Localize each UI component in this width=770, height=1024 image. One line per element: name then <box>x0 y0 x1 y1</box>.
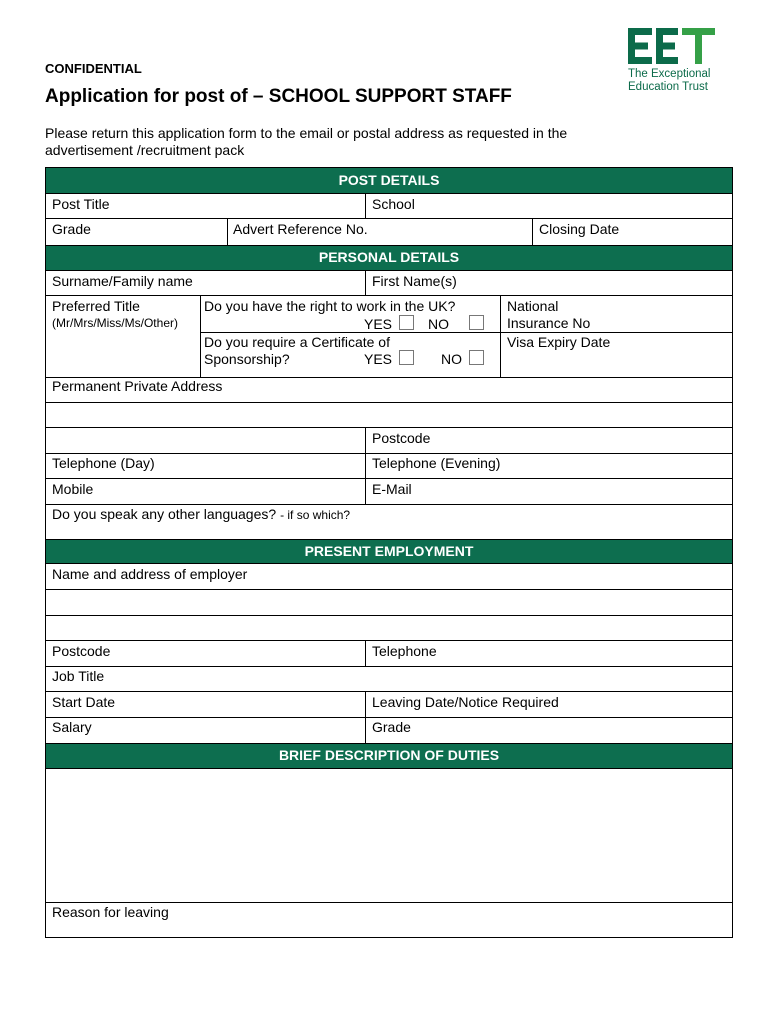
confidential-label: CONFIDENTIAL <box>45 61 142 76</box>
sponsorship-yes-checkbox[interactable] <box>399 350 414 365</box>
sponsorship-question-line1: Do you require a Certificate of <box>204 334 390 350</box>
right-to-work-yes-label: YES <box>364 316 393 332</box>
start-date-field[interactable]: Start Date <box>52 694 116 710</box>
advert-reference-field[interactable]: Advert Reference No. <box>233 221 368 237</box>
section-post-details: POST DETAILS <box>46 168 732 193</box>
eet-logo-mark <box>628 28 718 66</box>
page-title: Application for post of – SCHOOL SUPPORT STAFF <box>45 86 512 107</box>
reason-for-leaving-field[interactable]: Reason for leaving <box>52 904 169 920</box>
sponsorship-no-checkbox[interactable] <box>469 350 484 365</box>
employer-telephone-field[interactable]: Telephone <box>372 643 437 659</box>
ni-number-field[interactable]: Insurance No <box>507 315 591 331</box>
leaving-date-field[interactable]: Leaving Date/Notice Required <box>372 694 559 710</box>
closing-date-field[interactable]: Closing Date <box>539 221 620 237</box>
grade-field[interactable]: Grade <box>52 221 91 237</box>
section-duties: BRIEF DESCRIPTION OF DUTIES <box>46 743 732 768</box>
duties-textarea[interactable] <box>46 769 732 902</box>
section-personal-details: PERSONAL DETAILS <box>46 245 732 270</box>
school-field[interactable]: School <box>372 196 415 212</box>
mobile-field[interactable]: Mobile <box>52 481 94 497</box>
logo-text-line2: Education Trust <box>628 81 708 93</box>
section-present-employment: PRESENT EMPLOYMENT <box>46 539 732 563</box>
eet-logo <box>628 28 728 98</box>
postcode-field[interactable]: Postcode <box>372 430 431 446</box>
logo-text-line1: The Exceptional <box>628 68 711 80</box>
post-title-field[interactable]: Post Title <box>52 196 110 212</box>
ni-label-line1: National <box>507 298 559 314</box>
right-to-work-no-checkbox[interactable] <box>469 315 484 330</box>
employer-postcode-field[interactable]: Postcode <box>52 643 111 659</box>
application-form <box>45 167 733 938</box>
employer-field[interactable]: Name and address of employer <box>52 566 248 582</box>
job-title-field[interactable]: Job Title <box>52 668 105 684</box>
telephone-evening-field[interactable]: Telephone (Evening) <box>372 455 501 471</box>
languages-question: Do you speak any other languages? <box>52 506 277 522</box>
first-names-field[interactable]: First Name(s) <box>372 273 457 289</box>
languages-hint: - if so which? <box>280 508 351 522</box>
sponsorship-question-line2: Sponsorship? <box>204 351 290 367</box>
languages-field[interactable] <box>52 506 350 524</box>
email-field[interactable]: E-Mail <box>372 481 412 497</box>
visa-expiry-field[interactable]: Visa Expiry Date <box>507 334 611 350</box>
sponsorship-no-label: NO <box>441 351 462 367</box>
salary-field[interactable]: Salary <box>52 719 92 735</box>
right-to-work-yes-checkbox[interactable] <box>399 315 414 330</box>
title-options-hint: (Mr/Mrs/Miss/Ms/Other) <box>52 316 178 330</box>
address-field[interactable]: Permanent Private Address <box>52 378 223 394</box>
right-to-work-no-label: NO <box>428 316 449 332</box>
intro-text: Please return this application form to the email or postal address as requested in the advertisement /recruitment pack <box>45 125 568 158</box>
logo-text <box>628 68 710 94</box>
sponsorship-yes-label: YES <box>364 351 393 367</box>
telephone-day-field[interactable]: Telephone (Day) <box>52 455 155 471</box>
right-to-work-question: Do you have the right to work in the UK? <box>204 298 456 314</box>
employment-grade-field[interactable]: Grade <box>372 719 411 735</box>
surname-field[interactable]: Surname/Family name <box>52 273 193 289</box>
preferred-title-field[interactable]: Preferred Title <box>52 298 140 314</box>
